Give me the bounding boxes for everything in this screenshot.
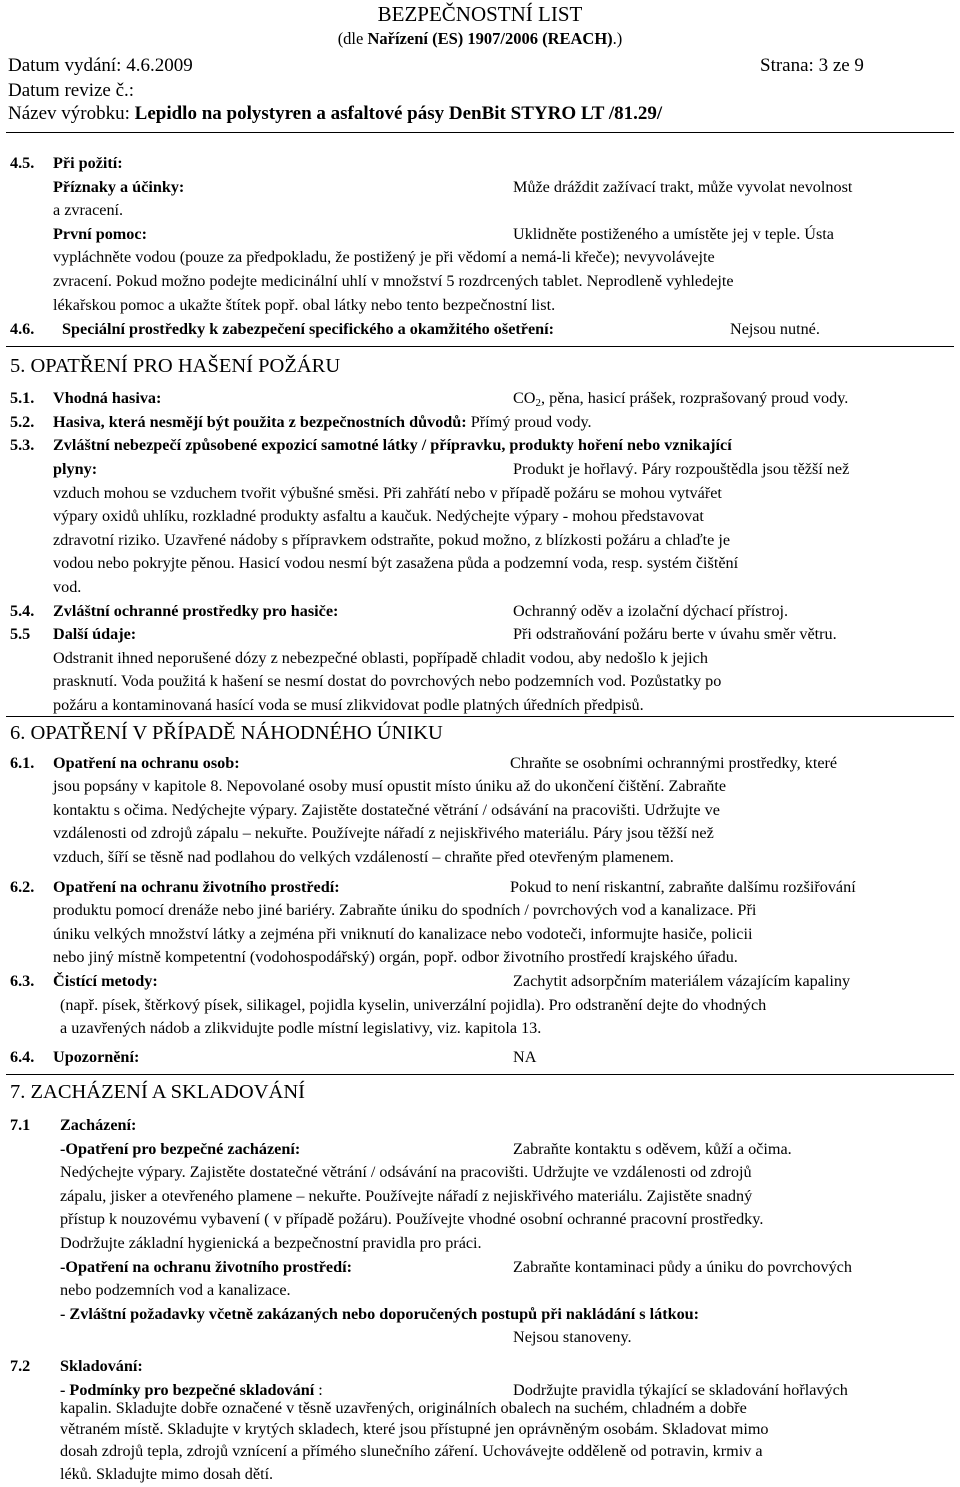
section-4-6-value: Nejsou nutné. — [730, 320, 820, 338]
section-7-1-title: Zacházení: — [60, 1116, 137, 1134]
section-4-6-title: Speciální prostředky k zabezpečení specifického a okamžitého ošetření: — [62, 320, 555, 338]
section-4-5-number: 4.5. — [10, 154, 35, 172]
section-6-3-number: 6.3. — [10, 972, 35, 990]
storage-line: kapalin. Skladujte dobře označené v těsně uzavřených, originálních obalech na suchém, chladném a dobře — [60, 1399, 747, 1417]
storage-conditions-value: Dodržujte pravidla týkající se skladování hořlavých — [513, 1381, 848, 1399]
section-5-1-title: Vhodná hasiva: — [53, 389, 162, 407]
section-6-3-value: Zachytit adsorpčním materiálem vázajícím kapaliny — [513, 972, 851, 990]
section-6-heading: 6. OPATŘENÍ V PŘÍPADĚ NÁHODNÉHO ÚNIKU — [10, 722, 443, 744]
section-6-1-title: Opatření na ochranu osob: — [53, 754, 240, 772]
section-6-1-number: 6.1. — [10, 754, 35, 772]
section-5-3-line: vod. — [53, 578, 82, 596]
section-6-3-line: (např. písek, štěrkový písek, silikagel, pojidla kyselin, univerzální pojidla). Pro odstranění dejte do vhodných — [60, 996, 767, 1014]
revision-date: Datum revize č.: — [8, 80, 135, 101]
storage-line: větraném místě. Skladujte v krytých skladech, které jsou přístupné jen oprávněným osobám. Skladovat mimo — [60, 1420, 769, 1438]
section-5-3-title-cont: plyny: — [53, 460, 98, 478]
section-5-5-line: požáru a kontaminovaná hasící voda se musí zlikvidovat podle platných úředních předpisů. — [53, 696, 644, 714]
section-6-4-value: NA — [513, 1048, 537, 1066]
section-5-heading: 5. OPATŘENÍ PRO HAŠENÍ POŽÁRU — [10, 355, 341, 377]
section-5-3-line: vodou nebo pokryjte pěnou. Hasicí vodou nesmí být zasažena půda a podzemní voda, resp. systém čištění — [53, 554, 739, 572]
section-6-1-line: vzduch, šíří se těsně nad podlahou do velkých vzdáleností – chraňte před otevřeným plamenem. — [53, 848, 674, 866]
section-5-3-number: 5.3. — [10, 436, 35, 454]
section-6-2-title: Opatření na ochranu životního prostředí: — [53, 878, 340, 896]
section-6-1-line: kontaktu s očima. Nedýchejte výpary. Zajistěte dostatečné větrání / odsávání na pracovišti. Udržujte ve — [53, 801, 720, 819]
environment-line: nebo podzemních vod a kanalizace. — [60, 1281, 291, 1299]
section-6-2-line: produktu pomocí drenáže nebo jiné bariéry. Zabraňte úniku do spodních / povrchových vod a kanalizace. Při — [53, 901, 757, 919]
section-5-5-title: Další údaje: — [53, 625, 137, 643]
section-6-2-line: nebo jiný místně kompetentní (vodohospodářský) orgán, popř. odbor životního prostředí krajského úřadu. — [53, 948, 738, 966]
regulation-ref: (dle Nařízení (ES) 1907/2006 (REACH).) — [337, 29, 623, 48]
environment-value: Zabraňte kontaminaci půdy a úniku do povrchových — [513, 1258, 852, 1276]
section-5-2-number: 5.2. — [10, 413, 35, 431]
section-7-divider — [6, 1074, 954, 1075]
section-5-divider — [6, 346, 954, 347]
safe-handling-line: zápalu, jisker a otevřeného plamene – nekuřte. Používejte nářadí z nejiskřivého materiálu. Zajistěte snadný — [60, 1187, 753, 1205]
product-name: Název výrobku: Lepidlo na polystyren a asfaltové pásy DenBit STYRO LT /81.29/ — [8, 103, 663, 124]
safe-handling-line: přístup k nouzovému vybavení ( v případě požáru). Používejte vhodné osobní ochranné pracovní prostředky. — [60, 1210, 764, 1228]
first-aid-line: vypláchněte vodou (pouze za předpokladu, že postižený je při vědomí a nemá-li křeče); nevyvolávejte — [53, 248, 715, 266]
symptoms-continuation: a zvracení. — [53, 201, 124, 219]
safe-handling-line: Nedýchejte výpary. Zajistěte dostatečné větrání / odsávání na pracovišti. Udržujte ve vzdálenosti od zdrojů — [60, 1163, 752, 1181]
section-4-5-title: Při požití: — [53, 154, 123, 172]
section-6-4-number: 6.4. — [10, 1048, 35, 1066]
section-5-3-title: Zvláštní nebezpečí způsobené expozicí samotné látky / přípravku, produkty hoření nebo vznikající — [53, 436, 732, 454]
section-5-4-value: Ochranný oděv a izolační dýchací přístroj. — [513, 602, 789, 620]
section-5-4-number: 5.4. — [10, 602, 35, 620]
environment-label: -Opatření na ochranu životního prostředí: — [60, 1258, 352, 1276]
safe-handling-line: Dodržujte základní hygienická a bezpečnostní pravidla pro práci. — [60, 1234, 482, 1252]
section-6-1-line: jsou popsány v kapitole 8. Nepovolané osoby musí opustit místo úniku až do ukončení čištění. Zabraňte — [53, 777, 727, 795]
section-7-2-title: Skladování: — [60, 1357, 143, 1375]
section-6-4-title: Upozornění: — [53, 1048, 140, 1066]
section-7-heading: 7. ZACHÁZENÍ A SKLADOVÁNÍ — [10, 1081, 305, 1103]
section-5-3-line: výpary oxidů uhlíku, rozkladné produkty asfaltu a kaučuk. Nedýchejte výpary - mohou představovat — [53, 507, 704, 525]
document-title: BEZPEČNOSTNÍ LIST — [377, 2, 583, 26]
section-5-5-value: Při odstraňování požáru berte v úvahu směr větru. — [513, 625, 837, 643]
special-requirements-label: - Zvláštní požadavky včetně zakázaných nebo doporučených postupů při nakládání s látkou: — [60, 1305, 700, 1323]
section-4-6-number: 4.6. — [10, 320, 35, 338]
section-5-3-value: Produkt je hořlavý. Páry rozpouštědla jsou těžší než — [513, 460, 850, 478]
page-number: Strana: 3 ze 9 — [760, 55, 864, 76]
section-5-5-line: prasknutí. Voda použitá k hašení se nesmí dostat do povrchových nebo podzemních vod. Pozůstatky po — [53, 672, 722, 690]
first-aid-line: zvracení. Pokud možno podejte medicinální uhlí v množství 5 rozdrcených tablet. Neprodleně vyhledejte — [53, 272, 734, 290]
section-6-1-line: vzdálenosti od zdrojů zápalu – nekuřte. Používejte nářadí z nejiskřivého materiálu. Páry jsou těžší než — [53, 824, 714, 842]
storage-line: dosah zdrojů tepla, zdrojů vznícení a přímého slunečního záření. Uchovávejte odděleně od potravin, krmiv a — [60, 1442, 763, 1460]
safe-handling-value: Zabraňte kontaktu s oděvem, kůží a očima. — [513, 1140, 792, 1158]
section-7-1-number: 7.1 — [10, 1116, 31, 1134]
section-5-1-value: $CO_2$, pěna, hasicí prášek, rozprašovaný proud vody. — [513, 389, 849, 409]
section-5-4-title: Zvláštní ochranné prostředky pro hasiče: — [53, 602, 339, 620]
section-7-2-number: 7.2 — [10, 1357, 31, 1375]
section-5-3-line: zdravotní riziko. Uzavřené nádoby s přípravkem odstraňte, pokud možno, z blízkosti požáru a chlaďte je — [53, 531, 731, 549]
section-5-5-line: Odstranit ihned neporušené dózy z nebezpečné oblasti, popřípadě chladit vodou, aby nedošlo k jejich — [53, 649, 708, 667]
section-5-2-line: Hasiva, která nesmějí být použita z bezpečnostních důvodů: Přímý proud vody. — [53, 413, 592, 431]
first-aid-value: Uklidněte postiženého a umístěte jej v teple. Ústa — [513, 225, 834, 243]
first-aid-line: lékařskou pomoc a ukažte štítek popř. obal látky nebo tento bezpečnostní list. — [53, 296, 556, 314]
section-6-2-line: úniku velkých množství látky a zejména při vniknutí do kanalizace nebo vodoteči, informujte hasiče, policii — [53, 925, 753, 943]
section-6-divider — [6, 716, 954, 717]
section-6-1-value: Chraňte se osobními ochrannými prostředky, které — [510, 754, 838, 772]
storage-conditions-label: - Podmínky pro bezpečné skladování : — [60, 1381, 323, 1399]
section-6-3-line: a uzavřených nádob a zlikvidujte podle místní legislativy, viz. kapitola 13. — [60, 1019, 542, 1037]
safe-handling-label: -Opatření pro bezpečné zacházení: — [60, 1140, 301, 1158]
special-requirements-value: Nejsou stanoveny. — [513, 1328, 632, 1346]
header-divider — [6, 132, 954, 133]
section-6-2-number: 6.2. — [10, 878, 35, 896]
storage-line: léků. Skladujte mimo dosah dětí. — [60, 1465, 274, 1483]
issue-date: Datum vydání: 4.6.2009 — [8, 55, 193, 76]
section-6-2-value: Pokud to není riskantní, zabraňte dalšímu rozšiřování — [510, 878, 856, 896]
section-6-3-title: Čistící metody: — [53, 972, 158, 990]
section-5-1-number: 5.1. — [10, 389, 35, 407]
section-5-3-line: vzduch mohou se vzduchem tvořit výbušné směsi. Při zahřátí nebo v případě požáru se mohou vytvářet — [53, 484, 722, 502]
section-5-5-number: 5.5 — [10, 625, 31, 643]
first-aid-label: První pomoc: — [53, 225, 147, 243]
symptoms-label: Příznaky a účinky: — [53, 178, 185, 196]
symptoms-value: Může dráždit zažívací trakt, může vyvolat nevolnost — [513, 178, 853, 196]
